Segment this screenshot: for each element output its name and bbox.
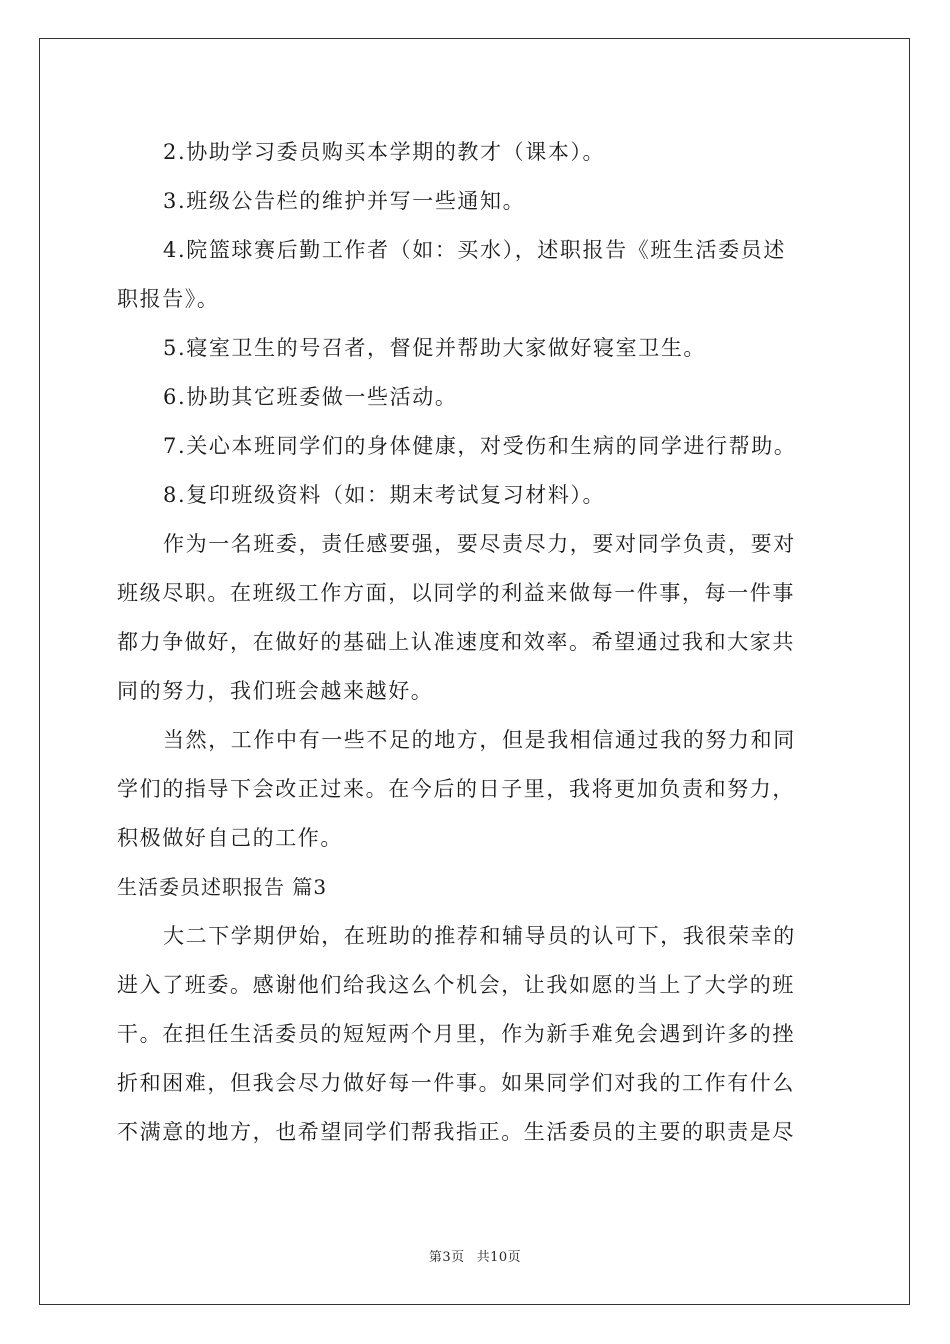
text-line: 2.协助学习委员购买本学期的教才（课本）。 <box>163 140 606 164</box>
text-line: 同的努力，我们班会越来越好。 <box>117 679 434 703</box>
text-line: 积极做好自己的工作。 <box>117 826 343 850</box>
text-line: 作为一名班委，责任感要强，要尽责尽力，要对同学负责，要对 <box>163 532 796 556</box>
text-line: 3.班级公告栏的维护并写一些通知。 <box>163 189 526 213</box>
page-footer <box>0 1246 950 1265</box>
text-line: 当然，工作中有一些不足的地方，但是我相信通过我的努力和同 <box>163 728 796 752</box>
section-heading: 生活委员述职报告 篇3 <box>117 875 328 899</box>
text-line: 折和困难，但我会尽力做好每一件事。如果同学们对我的工作有什么 <box>117 1071 795 1095</box>
text-line: 学们的指导下会改正过来。在今后的日子里，我将更加负责和努力， <box>117 777 795 801</box>
text-line: 职报告》。 <box>117 287 220 311</box>
page-count: 共10页 <box>476 1250 522 1265</box>
text-line: 7.关心本班同学们的身体健康，对受伤和生病的同学进行帮助。 <box>163 434 797 458</box>
text-line: 班级尽职。在班级工作方面，以同学的利益来做每一件事，每一件事 <box>117 581 795 605</box>
text-line: 大二下学期伊始，在班助的推荐和辅导员的认可下，我很荣幸的 <box>163 924 796 948</box>
text-line: 4.院篮球赛后勤工作者（如：买水），述职报告《班生活委员述 <box>163 238 786 262</box>
text-line: 8.复印班级资料（如：期末考试复习材料）。 <box>163 483 606 507</box>
text-line: 6.协助其它班委做一些活动。 <box>163 385 458 409</box>
text-line: 干。在担任生活委员的短短两个月里，作为新手难免会遇到许多的挫 <box>117 1022 795 1046</box>
text-line: 进入了班委。感谢他们给我这么个机会，让我如愿的当上了大学的班 <box>117 973 795 997</box>
document-body <box>117 128 833 1157</box>
text-line: 都力争做好，在做好的基础上认准速度和效率。希望通过我和大家共 <box>117 630 795 654</box>
text-line: 5.寝室卫生的号召者，督促并帮助大家做好寝室卫生。 <box>163 336 707 360</box>
text-line: 不满意的地方，也希望同学们帮我指正。生活委员的主要的职责是尽 <box>117 1120 795 1144</box>
page-number: 第3页 <box>428 1250 465 1265</box>
